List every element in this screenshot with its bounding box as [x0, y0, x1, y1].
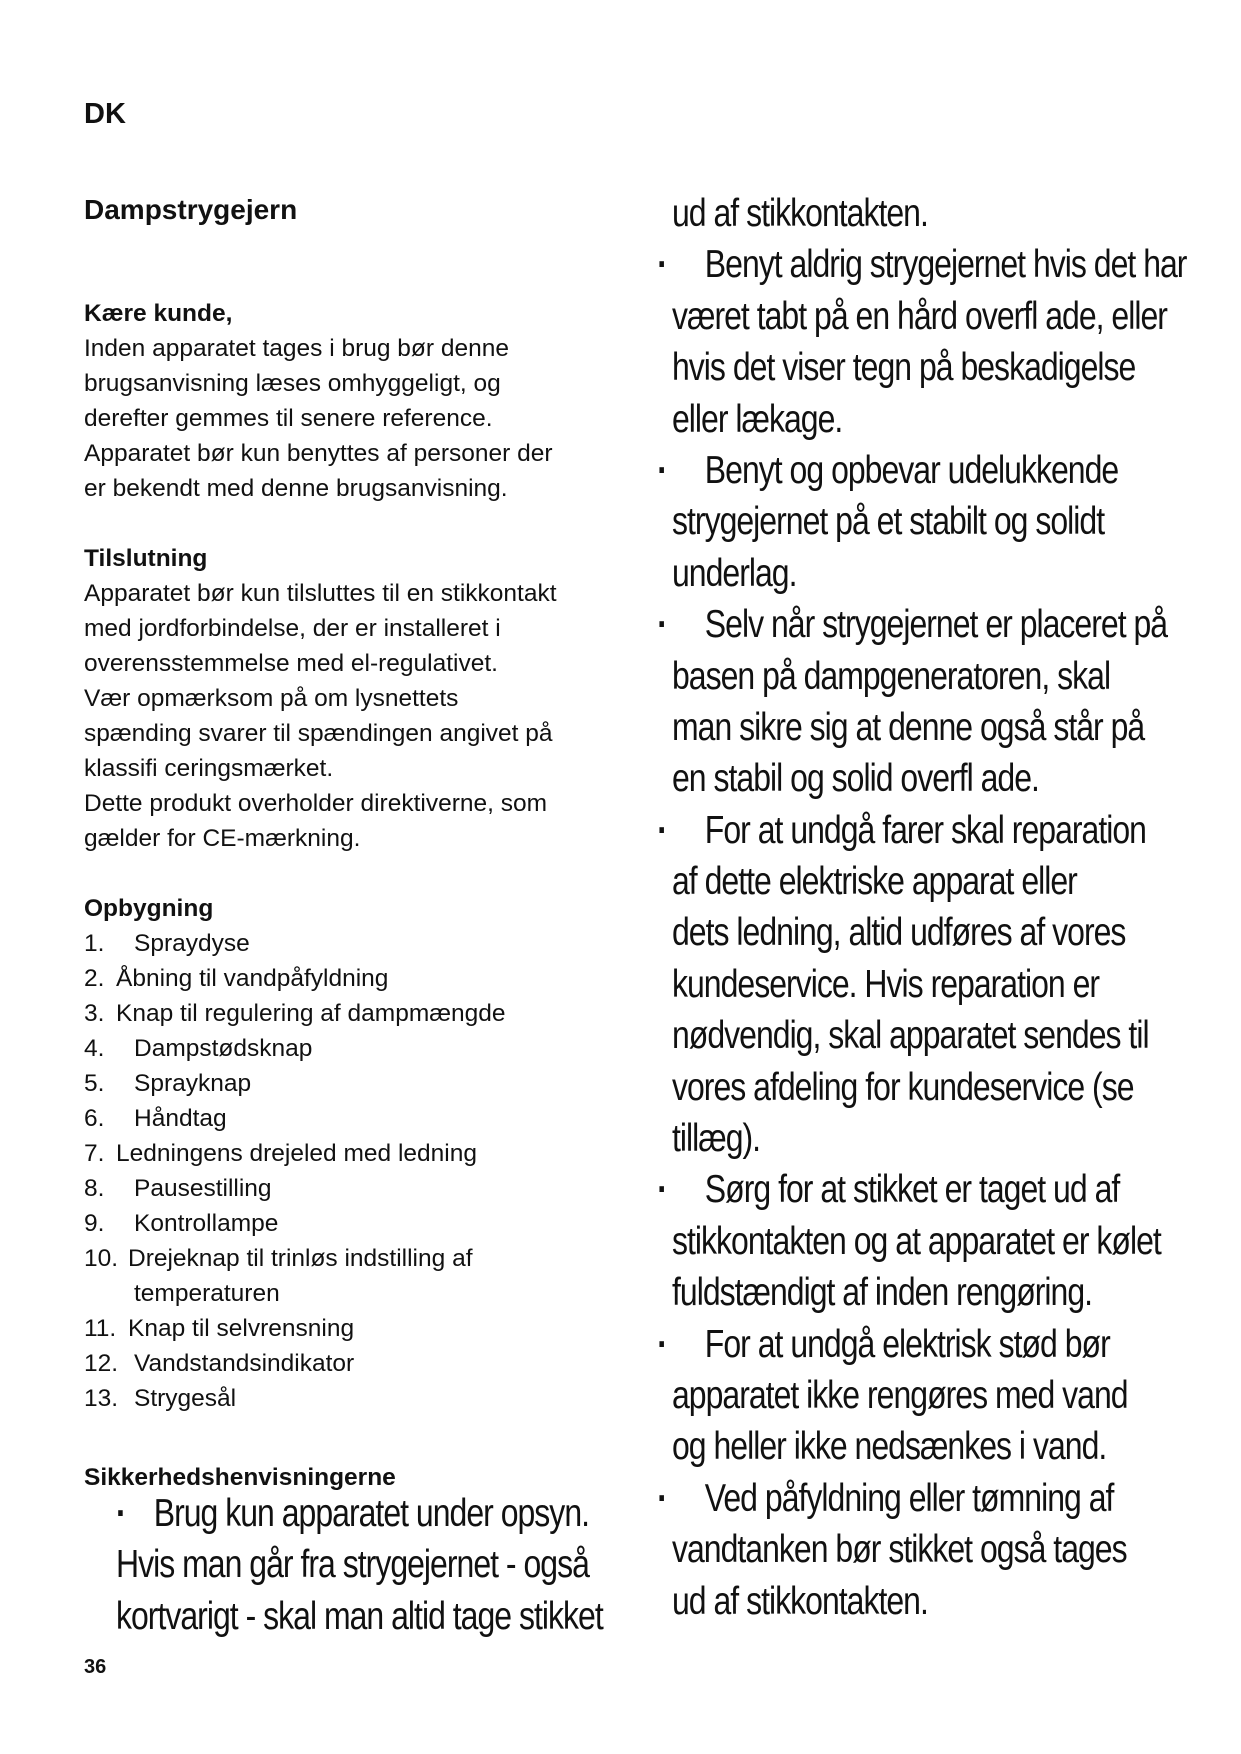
- connection-line: overensstemmelse med el-regulativet.: [84, 650, 498, 677]
- bullet-icon: ·: [657, 448, 667, 492]
- safety-line: eller lækage.: [672, 397, 843, 441]
- parts-item-text: temperaturen: [134, 1280, 280, 1307]
- parts-item-text: Dampstødsknap: [134, 1035, 313, 1062]
- safety-line-text: Sørg for at stikket er taget ud af: [704, 1168, 1120, 1212]
- parts-list-item: [84, 1066, 624, 1101]
- parts-list-item: [84, 1136, 624, 1171]
- safety-heading: Sikkerhedshenvisningerne: [84, 1464, 396, 1491]
- intro-heading: Kære kunde,: [84, 300, 233, 327]
- parts-list-item: [84, 961, 624, 996]
- parts-list-item: [84, 1101, 624, 1136]
- safety-line-text: Benyt aldrig strygejernet hvis det har: [704, 243, 1187, 287]
- safety-line-text: Ved påfyldning eller tømning af: [704, 1476, 1114, 1520]
- parts-item-number: 13.: [84, 1385, 119, 1412]
- intro-line: derefter gemmes til senere reference.: [84, 405, 493, 432]
- parts-list-item: [84, 1171, 624, 1206]
- safety-line: ud af stikkontakten.: [672, 1579, 928, 1623]
- parts-item-text: Strygesål: [134, 1385, 237, 1412]
- safety-line: underlag.: [672, 551, 797, 595]
- bullet-icon: ·: [657, 243, 667, 287]
- parts-item-number: 12.: [84, 1350, 119, 1377]
- connection-line: Vær opmærksom på om lysnettets: [84, 685, 459, 712]
- safety-line: kundeservice. Hvis reparation er: [672, 962, 1100, 1006]
- safety-line-text: Brug kun apparatet under opsyn.: [153, 1492, 590, 1535]
- safety-line: [657, 1473, 1180, 1524]
- parts-item-number: 1.: [84, 930, 105, 957]
- safety-line-text: Benyt og opbevar udelukkende: [704, 448, 1119, 492]
- intro-line: Inden apparatet tages i brug bør denne: [84, 335, 509, 362]
- parts-item-number: 3.: [84, 1000, 105, 1027]
- safety-line-text: Selv når strygejernet er placeret på: [704, 603, 1168, 647]
- safety-line: og heller ikke nedsænkes i vand.: [672, 1425, 1107, 1469]
- parts-item-text: Knap til regulering af dampmængde: [116, 1000, 506, 1027]
- parts-list-item-continuation: [84, 1276, 624, 1311]
- parts-list-item: [84, 1206, 624, 1241]
- safety-line: kortvarigt - skal man altid tage stikket: [116, 1594, 603, 1638]
- bullet-icon: ·: [657, 1322, 667, 1366]
- connection-line: klassifi ceringsmærket.: [84, 755, 334, 782]
- parts-item-text: Spraydyse: [134, 930, 250, 957]
- safety-line: en stabil og solid overfl ade.: [672, 757, 1039, 801]
- parts-item-text: Håndtag: [134, 1105, 227, 1132]
- parts-item-number: 4.: [84, 1035, 105, 1062]
- bullet-icon: ·: [657, 1476, 667, 1520]
- parts-list-item: [84, 926, 624, 961]
- parts-item-number: 10.: [84, 1245, 119, 1272]
- safety-line: man sikre sig at denne også står på: [672, 705, 1145, 749]
- parts-list: [84, 926, 624, 1416]
- bullet-icon: ·: [657, 1168, 667, 1212]
- connection-line: med jordforbindelse, der er installeret i: [84, 615, 501, 642]
- intro-line: Apparatet bør kun benyttes af personer der: [84, 440, 553, 467]
- safety-line: fuldstændigt af inden rengøring.: [672, 1271, 1093, 1315]
- safety-line: [657, 1164, 1180, 1215]
- parts-list-item: [84, 996, 624, 1031]
- safety-line-text: For at undgå farer skal reparation: [704, 808, 1146, 852]
- intro-line: brugsanvisning læses omhyggeligt, og: [84, 370, 501, 397]
- safety-line: været tabt på en hård overfl ade, eller: [672, 294, 1167, 338]
- safety-line: af dette elektriske apparat eller: [672, 860, 1077, 904]
- bullet-icon: ·: [657, 603, 667, 647]
- safety-line: dets ledning, altid udføres af vores: [672, 911, 1126, 955]
- safety-line: Hvis man går fra strygejernet - også: [116, 1543, 589, 1587]
- page-title: Dampstrygejern: [84, 194, 298, 225]
- safety-line: strygejernet på et stabilt og solidt: [672, 500, 1105, 544]
- left-column: [84, 296, 624, 1416]
- parts-item-number: 2.: [84, 965, 105, 992]
- parts-heading: Opbygning: [84, 895, 214, 922]
- parts-item-text: Ledningens drejeled med ledning: [116, 1140, 477, 1167]
- parts-item-text: Sprayknap: [134, 1070, 252, 1097]
- parts-list-item: [84, 1031, 624, 1066]
- safety-line: basen på dampgeneratoren, skal: [672, 654, 1111, 698]
- safety-line: nødvendig, skal apparatet sendes til: [672, 1014, 1149, 1058]
- safety-line: hvis det viser tegn på beskadigelse: [672, 346, 1136, 390]
- safety-line: ud af stikkontakten.: [672, 192, 928, 235]
- parts-item-number: 9.: [84, 1210, 105, 1237]
- bullet-icon: ·: [657, 808, 667, 852]
- parts-item-number: 11.: [84, 1315, 117, 1342]
- parts-item-number: 5.: [84, 1070, 105, 1097]
- bullet-icon: ·: [116, 1492, 126, 1535]
- safety-line-text: For at undgå elektrisk stød bør: [704, 1322, 1110, 1366]
- connection-line: spænding svarer til spændingen angivet på: [84, 720, 553, 747]
- safety-line: [657, 445, 1180, 496]
- safety-line: [657, 599, 1180, 650]
- connection-line: Apparatet bør kun tilsluttes til en stikkontakt: [84, 580, 557, 607]
- safety-line: tillæg).: [672, 1117, 761, 1161]
- safety-line: [116, 1488, 624, 1539]
- connection-line: Dette produkt overholder direktiverne, som: [84, 790, 547, 817]
- parts-item-text: Pausestilling: [134, 1175, 272, 1202]
- safety-line: [657, 1319, 1180, 1370]
- safety-right-column: [657, 188, 1187, 1627]
- parts-item-text: Knap til selvrensning: [128, 1315, 355, 1342]
- safety-line: vores afdeling for kundeservice (se: [672, 1065, 1134, 1109]
- parts-item-number: 6.: [84, 1105, 105, 1132]
- parts-item-text: Drejeknap til trinløs indstilling af: [128, 1245, 473, 1272]
- parts-item-number: 7.: [84, 1140, 105, 1167]
- connection-heading: Tilslutning: [84, 545, 208, 572]
- safety-line: apparatet ikke rengøres med vand: [672, 1373, 1128, 1417]
- parts-item-text: Vandstandsindikator: [134, 1350, 355, 1377]
- parts-item-number: 8.: [84, 1175, 105, 1202]
- parts-item-text: Kontrollampe: [134, 1210, 279, 1237]
- page-number: 36: [84, 1656, 107, 1678]
- safety-line: [657, 239, 1187, 290]
- parts-list-item: [84, 1381, 624, 1416]
- safety-left-block: [116, 1488, 624, 1642]
- language-code: DK: [84, 98, 126, 130]
- parts-item-text: Åbning til vandpåfyldning: [116, 965, 389, 992]
- parts-list-item: [84, 1346, 624, 1381]
- parts-list-item: [84, 1241, 624, 1276]
- safety-line: stikkontakten og at apparatet er kølet: [672, 1219, 1161, 1263]
- parts-list-item: [84, 1311, 624, 1346]
- safety-line: [657, 805, 1180, 856]
- safety-line: vandtanken bør stikket også tages: [672, 1528, 1127, 1572]
- intro-line: er bekendt med denne brugsanvisning.: [84, 475, 508, 502]
- connection-line: gælder for CE-mærkning.: [84, 825, 361, 852]
